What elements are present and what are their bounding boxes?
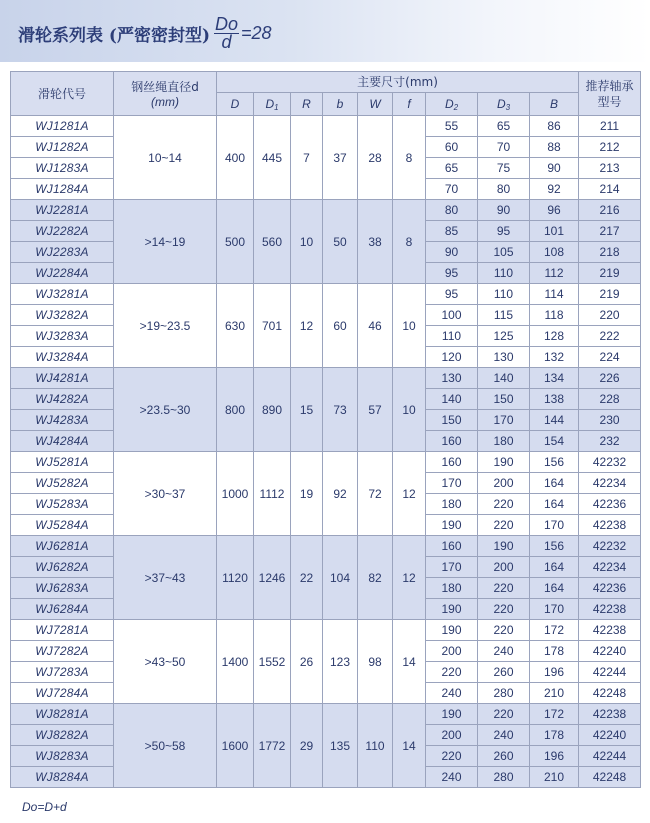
cell-D2: 190: [426, 515, 478, 536]
cell-bearing: 42232: [579, 452, 641, 473]
cell-b: 73: [323, 368, 358, 452]
cell-D2: 130: [426, 368, 478, 389]
cell-W: 46: [358, 284, 393, 368]
pulley-group: [11, 368, 641, 452]
cell-B: 172: [530, 620, 579, 641]
cell-code: WJ3284A: [11, 347, 114, 368]
cell-bearing: 219: [579, 263, 641, 284]
cell-bearing: 216: [579, 200, 641, 221]
cell-D: 400: [217, 116, 254, 200]
cell-bearing: 219: [579, 284, 641, 305]
cell-code: WJ6283A: [11, 578, 114, 599]
cell-bearing: 42240: [579, 725, 641, 746]
cell-W: 38: [358, 200, 393, 284]
cell-code: WJ6281A: [11, 536, 114, 557]
cell-f: 8: [393, 116, 426, 200]
cell-f: 14: [393, 704, 426, 788]
cell-R: 12: [291, 284, 323, 368]
table-row: [11, 704, 641, 725]
cell-D2: 85: [426, 221, 478, 242]
cell-D3: 260: [478, 662, 530, 683]
pulley-group: [11, 200, 641, 284]
cell-code: WJ5284A: [11, 515, 114, 536]
header-code: 滑轮代号: [11, 72, 114, 116]
cell-D2: 170: [426, 473, 478, 494]
cell-D3: 200: [478, 557, 530, 578]
cell-D2: 180: [426, 578, 478, 599]
cell-bearing: 42234: [579, 473, 641, 494]
cell-code: WJ7282A: [11, 641, 114, 662]
cell-D2: 80: [426, 200, 478, 221]
cell-W: 82: [358, 536, 393, 620]
cell-B: 156: [530, 452, 579, 473]
cell-rope-diameter: >50~58: [114, 704, 217, 788]
cell-W: 57: [358, 368, 393, 452]
cell-b: 123: [323, 620, 358, 704]
table-row: [11, 200, 641, 221]
cell-bearing: 42248: [579, 767, 641, 788]
header-D3: $D_3$: [478, 93, 530, 116]
cell-code: WJ8282A: [11, 725, 114, 746]
cell-D3: 220: [478, 578, 530, 599]
cell-B: 178: [530, 725, 579, 746]
cell-D3: 220: [478, 704, 530, 725]
cell-B: 134: [530, 368, 579, 389]
cell-bearing: 42240: [579, 641, 641, 662]
header-B: B: [530, 93, 579, 116]
cell-D2: 160: [426, 536, 478, 557]
cell-D2: 200: [426, 725, 478, 746]
cell-B: 170: [530, 599, 579, 620]
cell-D2: 160: [426, 431, 478, 452]
cell-D: 500: [217, 200, 254, 284]
cell-D2: 55: [426, 116, 478, 137]
cell-D: 1000: [217, 452, 254, 536]
cell-D3: 110: [478, 263, 530, 284]
cell-f: 8: [393, 200, 426, 284]
cell-D: 630: [217, 284, 254, 368]
cell-bearing: 42236: [579, 578, 641, 599]
title-fraction: [214, 13, 239, 52]
cell-code: WJ2282A: [11, 221, 114, 242]
cell-rope-diameter: >37~43: [114, 536, 217, 620]
cell-D3: 110: [478, 284, 530, 305]
table-row: [11, 620, 641, 641]
cell-D3: 260: [478, 746, 530, 767]
cell-code: WJ3283A: [11, 326, 114, 347]
header-main-dimensions: 主要尺寸(mm): [217, 72, 579, 93]
cell-W: 110: [358, 704, 393, 788]
cell-D3: 220: [478, 599, 530, 620]
cell-D1: 1552: [254, 620, 291, 704]
cell-code: WJ6284A: [11, 599, 114, 620]
header-D: D: [217, 93, 254, 116]
cell-D2: 65: [426, 158, 478, 179]
cell-D2: 160: [426, 452, 478, 473]
cell-D1: 560: [254, 200, 291, 284]
cell-code: WJ5283A: [11, 494, 114, 515]
cell-B: 101: [530, 221, 579, 242]
cell-D2: 190: [426, 620, 478, 641]
cell-B: 128: [530, 326, 579, 347]
table-row: [11, 368, 641, 389]
cell-f: 12: [393, 536, 426, 620]
cell-code: WJ7281A: [11, 620, 114, 641]
cell-code: WJ8284A: [11, 767, 114, 788]
cell-B: 88: [530, 137, 579, 158]
cell-bearing: 212: [579, 137, 641, 158]
cell-f: 12: [393, 452, 426, 536]
cell-code: WJ1282A: [11, 137, 114, 158]
header-f: f: [393, 93, 426, 116]
cell-R: 7: [291, 116, 323, 200]
cell-bearing: 42238: [579, 599, 641, 620]
cell-D2: 70: [426, 179, 478, 200]
cell-f: 10: [393, 368, 426, 452]
cell-B: 164: [530, 473, 579, 494]
cell-D3: 280: [478, 767, 530, 788]
cell-code: WJ5281A: [11, 452, 114, 473]
cell-D3: 190: [478, 452, 530, 473]
cell-bearing: 228: [579, 389, 641, 410]
cell-D2: 220: [426, 746, 478, 767]
cell-B: 118: [530, 305, 579, 326]
header-b: b: [323, 93, 358, 116]
cell-rope-diameter: >43~50: [114, 620, 217, 704]
pulley-group: [11, 536, 641, 620]
cell-D3: 220: [478, 515, 530, 536]
cell-W: 98: [358, 620, 393, 704]
cell-D3: 280: [478, 683, 530, 704]
cell-code: WJ4281A: [11, 368, 114, 389]
footnote: Do=D+d: [22, 800, 67, 814]
cell-D2: 95: [426, 284, 478, 305]
cell-B: 92: [530, 179, 579, 200]
header-W: W: [358, 93, 393, 116]
cell-b: 104: [323, 536, 358, 620]
cell-D1: 701: [254, 284, 291, 368]
cell-D3: 70: [478, 137, 530, 158]
cell-bearing: 224: [579, 347, 641, 368]
cell-code: WJ8281A: [11, 704, 114, 725]
cell-D2: 190: [426, 704, 478, 725]
cell-D1: 1772: [254, 704, 291, 788]
cell-D3: 190: [478, 536, 530, 557]
cell-D3: 140: [478, 368, 530, 389]
pulley-group: [11, 704, 641, 788]
header-D1: $D_1$: [254, 93, 291, 116]
cell-bearing: 42234: [579, 557, 641, 578]
table-row: [11, 116, 641, 137]
cell-code: WJ2284A: [11, 263, 114, 284]
cell-b: 37: [323, 116, 358, 200]
cell-B: 114: [530, 284, 579, 305]
cell-D2: 90: [426, 242, 478, 263]
cell-b: 135: [323, 704, 358, 788]
cell-bearing: 226: [579, 368, 641, 389]
cell-D3: 220: [478, 620, 530, 641]
cell-b: 50: [323, 200, 358, 284]
cell-B: 154: [530, 431, 579, 452]
cell-D3: 65: [478, 116, 530, 137]
table-row: [11, 452, 641, 473]
cell-D1: 445: [254, 116, 291, 200]
cell-bearing: 42238: [579, 620, 641, 641]
cell-D1: 1246: [254, 536, 291, 620]
cell-B: 138: [530, 389, 579, 410]
pulley-group: [11, 620, 641, 704]
cell-D2: 240: [426, 683, 478, 704]
cell-code: WJ4282A: [11, 389, 114, 410]
cell-D3: 170: [478, 410, 530, 431]
cell-bearing: 220: [579, 305, 641, 326]
table-row: [11, 536, 641, 557]
cell-D1: 890: [254, 368, 291, 452]
cell-D3: 220: [478, 494, 530, 515]
cell-B: 170: [530, 515, 579, 536]
cell-code: WJ1284A: [11, 179, 114, 200]
cell-rope-diameter: 10~14: [114, 116, 217, 200]
cell-D2: 100: [426, 305, 478, 326]
cell-D2: 190: [426, 599, 478, 620]
cell-B: 112: [530, 263, 579, 284]
cell-D2: 60: [426, 137, 478, 158]
cell-R: 22: [291, 536, 323, 620]
cell-R: 19: [291, 452, 323, 536]
header-D2: $D_2$: [426, 93, 478, 116]
cell-bearing: 42236: [579, 494, 641, 515]
cell-bearing: 217: [579, 221, 641, 242]
cell-B: 172: [530, 704, 579, 725]
cell-D2: 150: [426, 410, 478, 431]
cell-code: WJ3282A: [11, 305, 114, 326]
table-header: [11, 72, 641, 116]
cell-D: 1120: [217, 536, 254, 620]
cell-bearing: 42238: [579, 704, 641, 725]
cell-bearing: 213: [579, 158, 641, 179]
header-R: R: [291, 93, 323, 116]
cell-D3: 180: [478, 431, 530, 452]
cell-W: 72: [358, 452, 393, 536]
cell-rope-diameter: >23.5~30: [114, 368, 217, 452]
cell-b: 92: [323, 452, 358, 536]
cell-B: 178: [530, 641, 579, 662]
cell-D3: 240: [478, 641, 530, 662]
cell-rope-diameter: >30~37: [114, 452, 217, 536]
cell-bearing: 230: [579, 410, 641, 431]
pulley-series-table: [10, 71, 641, 788]
cell-R: 10: [291, 200, 323, 284]
page-title: [18, 13, 272, 53]
cell-D3: 90: [478, 200, 530, 221]
cell-B: 144: [530, 410, 579, 431]
pulley-group: [11, 116, 641, 200]
cell-f: 10: [393, 284, 426, 368]
pulley-group: [11, 452, 641, 536]
cell-B: 210: [530, 767, 579, 788]
cell-B: 156: [530, 536, 579, 557]
cell-code: WJ2283A: [11, 242, 114, 263]
cell-rope-diameter: >19~23.5: [114, 284, 217, 368]
cell-code: WJ1283A: [11, 158, 114, 179]
cell-code: WJ1281A: [11, 116, 114, 137]
fraction-numerator: Do: [215, 13, 239, 34]
cell-code: WJ4284A: [11, 431, 114, 452]
cell-W: 28: [358, 116, 393, 200]
cell-code: WJ8283A: [11, 746, 114, 767]
cell-D2: 110: [426, 326, 478, 347]
cell-B: 196: [530, 662, 579, 683]
cell-D3: 105: [478, 242, 530, 263]
cell-D3: 80: [478, 179, 530, 200]
cell-bearing: 222: [579, 326, 641, 347]
cell-bearing: 211: [579, 116, 641, 137]
cell-R: 29: [291, 704, 323, 788]
title-text: 滑轮系列表 (严密密封型): [18, 25, 211, 46]
cell-bearing: 42238: [579, 515, 641, 536]
cell-D3: 240: [478, 725, 530, 746]
cell-D2: 170: [426, 557, 478, 578]
cell-code: WJ7283A: [11, 662, 114, 683]
cell-f: 14: [393, 620, 426, 704]
cell-D2: 95: [426, 263, 478, 284]
cell-R: 15: [291, 368, 323, 452]
cell-B: 210: [530, 683, 579, 704]
cell-B: 164: [530, 578, 579, 599]
cell-D3: 200: [478, 473, 530, 494]
cell-D2: 200: [426, 641, 478, 662]
pulley-group: [11, 284, 641, 368]
cell-code: WJ4283A: [11, 410, 114, 431]
cell-code: WJ7284A: [11, 683, 114, 704]
cell-bearing: 42244: [579, 662, 641, 683]
cell-B: 90: [530, 158, 579, 179]
cell-code: WJ2281A: [11, 200, 114, 221]
cell-D2: 180: [426, 494, 478, 515]
cell-bearing: 232: [579, 431, 641, 452]
cell-B: 196: [530, 746, 579, 767]
cell-bearing: 218: [579, 242, 641, 263]
cell-B: 164: [530, 494, 579, 515]
cell-D1: 1112: [254, 452, 291, 536]
cell-rope-diameter: >14~19: [114, 200, 217, 284]
cell-B: 96: [530, 200, 579, 221]
cell-B: 108: [530, 242, 579, 263]
cell-D3: 75: [478, 158, 530, 179]
fraction-denominator: d: [221, 31, 232, 52]
cell-D3: 150: [478, 389, 530, 410]
cell-R: 26: [291, 620, 323, 704]
title-bar: [0, 0, 650, 62]
cell-D: 800: [217, 368, 254, 452]
cell-D2: 120: [426, 347, 478, 368]
cell-bearing: 42232: [579, 536, 641, 557]
cell-D2: 140: [426, 389, 478, 410]
cell-D2: 240: [426, 767, 478, 788]
header-bearing: 推荐轴承 型号: [579, 72, 641, 116]
table-row: [11, 284, 641, 305]
cell-D3: 125: [478, 326, 530, 347]
cell-code: WJ6282A: [11, 557, 114, 578]
cell-B: 164: [530, 557, 579, 578]
cell-bearing: 42248: [579, 683, 641, 704]
cell-bearing: 214: [579, 179, 641, 200]
cell-D2: 220: [426, 662, 478, 683]
cell-code: WJ5282A: [11, 473, 114, 494]
cell-D: 1400: [217, 620, 254, 704]
cell-B: 86: [530, 116, 579, 137]
cell-B: 132: [530, 347, 579, 368]
cell-code: WJ3281A: [11, 284, 114, 305]
cell-b: 60: [323, 284, 358, 368]
cell-D3: 130: [478, 347, 530, 368]
cell-D3: 115: [478, 305, 530, 326]
cell-bearing: 42244: [579, 746, 641, 767]
cell-D: 1600: [217, 704, 254, 788]
cell-D3: 95: [478, 221, 530, 242]
header-rope-diameter: 钢丝绳直径d (mm): [114, 72, 217, 116]
title-ratio-value: =28: [241, 22, 272, 43]
